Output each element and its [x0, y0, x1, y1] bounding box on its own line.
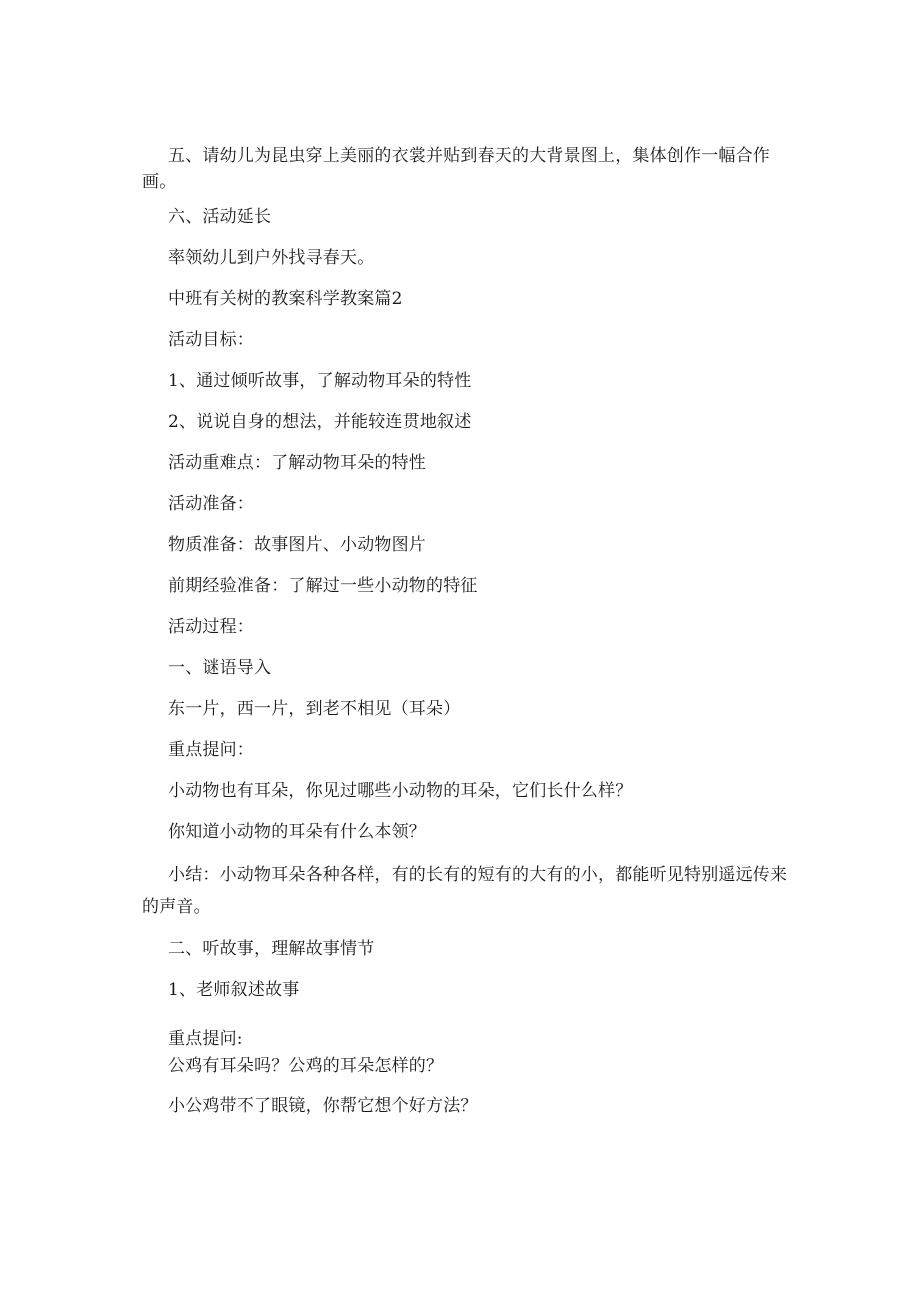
paragraph-summary-continued: 的声音。	[142, 897, 211, 917]
question-animal-ears: 小动物也有耳朵，你见过哪些小动物的耳朵，它们长什么样？	[168, 781, 633, 801]
question-rooster-ears: 公鸡有耳朵吗？公鸡的耳朵怎样的？	[168, 1056, 444, 1076]
heading-activity-preparation: 活动准备：	[168, 494, 254, 514]
paragraph-experience-preparation: 前期经验准备：了解过一些小动物的特征	[168, 576, 478, 596]
paragraph-step-five-continued: 画。	[142, 172, 177, 192]
paragraph-riddle: 东一片，西一片，到老不相见（耳朵）	[168, 699, 461, 719]
section-title-lesson-2: 中班有关树的教案科学教案篇2	[168, 289, 403, 309]
question-rooster-glasses: 小公鸡带不了眼镜，你帮它想个好方法？	[168, 1096, 478, 1116]
question-ear-abilities: 你知道小动物的耳朵有什么本领？	[168, 822, 426, 842]
paragraph-key-difficulty: 活动重难点：了解动物耳朵的特性	[168, 453, 426, 473]
paragraph-summary: 小结：小动物耳朵各种各样，有的长有的短有的大有的小，都能听见特别遥远传来	[168, 865, 788, 885]
heading-key-questions-2: 重点提问:	[168, 1029, 243, 1049]
heading-riddle-intro: 一、谜语导入	[168, 658, 272, 678]
step-teacher-narrates: 1、老师叙述故事	[168, 980, 300, 1000]
heading-listen-story: 二、听故事，理解故事情节	[168, 939, 375, 959]
heading-activity-extension: 六、活动延长	[168, 207, 272, 227]
heading-key-questions-1: 重点提问：	[168, 740, 254, 760]
goal-item-1: 1、通过倾听故事，了解动物耳朵的特性	[168, 371, 472, 391]
paragraph-outdoor-spring: 率领幼儿到户外找寻春天。	[168, 248, 375, 268]
paragraph-step-five: 五、请幼儿为昆虫穿上美丽的衣裳并贴到春天的大背景图上，集体创作一幅合作	[168, 146, 770, 166]
paragraph-material-preparation: 物质准备：故事图片、小动物图片	[168, 535, 426, 555]
heading-activity-process: 活动过程：	[168, 617, 254, 637]
heading-activity-goals: 活动目标：	[168, 330, 254, 350]
goal-item-2: 2、说说自身的想法，并能较连贯地叙述	[168, 412, 472, 432]
